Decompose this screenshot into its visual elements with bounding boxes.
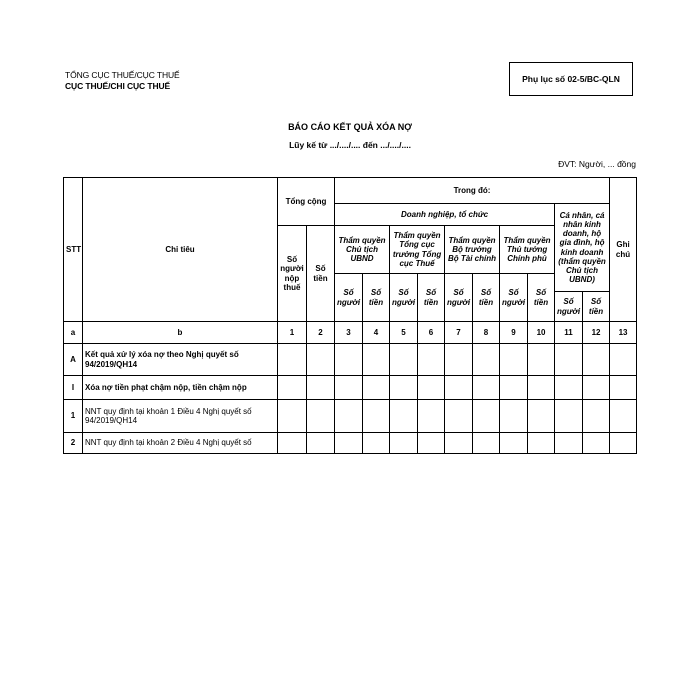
header-so-tien-sub: Số tiền [528, 274, 555, 322]
row-label: Kết quả xử lý xóa nợ theo Nghị quyết số 94/2019/QH14 [83, 344, 278, 376]
table-row [64, 344, 637, 376]
code-cell: 6 [418, 322, 445, 344]
data-cell [473, 433, 500, 454]
appendix-label: Phụ lục số 02-5/BC-QLN [522, 74, 620, 84]
row-label: NNT quy định tại khoản 2 Điều 4 Nghị quyết số [83, 433, 278, 454]
data-cell [307, 433, 335, 454]
data-cell [555, 400, 583, 433]
unit-label: ĐVT: Người, ... đồng [558, 159, 636, 169]
header-row-1 [64, 178, 637, 204]
data-cell [335, 433, 363, 454]
header-so-tien: Số tiền [307, 226, 335, 322]
header-trong-do: Trong đó: [335, 178, 610, 204]
data-cell [555, 344, 583, 376]
header-ca-nhan: Cá nhân, cá nhân kinh doanh, hộ gia đình, hộ kinh doanh (thẩm quyền Chủ tịch UBND) [555, 204, 610, 292]
data-cell [610, 344, 637, 376]
row-label: Xóa nợ tiền phạt chậm nộp, tiền chậm nộp [83, 376, 278, 400]
data-cell [445, 400, 473, 433]
data-cell [528, 344, 555, 376]
data-cell [583, 376, 610, 400]
data-cell [335, 376, 363, 400]
code-cell: b [83, 322, 278, 344]
code-cell: 10 [528, 322, 555, 344]
header-authority-4: Thẩm quyền Thủ tướng Chính phủ [500, 226, 555, 274]
code-cell: 11 [555, 322, 583, 344]
report-period: Lũy kế từ .../..../.... đến .../..../.... [289, 140, 411, 150]
code-cell: 13 [610, 322, 637, 344]
header-so-nguoi: Số người [390, 274, 418, 322]
data-cell [363, 344, 390, 376]
data-cell [278, 376, 307, 400]
data-cell [473, 376, 500, 400]
appendix-box [509, 62, 633, 96]
data-cell [278, 344, 307, 376]
data-cell [418, 376, 445, 400]
report-table [63, 177, 637, 454]
row-stt: A [64, 344, 83, 376]
header-so-nguoi-nop-thue: Số người nộp thuế [278, 226, 307, 322]
data-cell [473, 344, 500, 376]
header-authority-1: Thẩm quyền Chủ tịch UBND [335, 226, 390, 274]
data-cell [307, 400, 335, 433]
data-cell [473, 400, 500, 433]
data-cell [278, 433, 307, 454]
data-cell [610, 376, 637, 400]
data-cell [307, 344, 335, 376]
header-authority-3: Thẩm quyền Bộ trưởng Bộ Tài chính [445, 226, 500, 274]
header-authority-2: Thẩm quyền Tổng cục trưởng Tổng cục Thuế [390, 226, 445, 274]
table-row [64, 433, 637, 454]
data-cell [418, 433, 445, 454]
code-row [64, 322, 637, 344]
data-cell [307, 376, 335, 400]
code-cell: 9 [500, 322, 528, 344]
data-cell [583, 433, 610, 454]
data-cell [445, 433, 473, 454]
table-row [64, 376, 637, 400]
row-stt: I [64, 376, 83, 400]
header-chi-tieu: Chỉ tiêu [83, 178, 278, 322]
code-cell: 3 [335, 322, 363, 344]
data-cell [363, 400, 390, 433]
code-cell: 4 [363, 322, 390, 344]
row-label: NNT quy định tại khoản 1 Điều 4 Nghị quyết số 94/2019/QH14 [83, 400, 278, 433]
data-cell [583, 400, 610, 433]
code-cell: a [64, 322, 83, 344]
data-cell [418, 400, 445, 433]
code-cell: 8 [473, 322, 500, 344]
code-cell: 1 [278, 322, 307, 344]
data-cell [500, 376, 528, 400]
data-cell [500, 344, 528, 376]
data-cell [528, 376, 555, 400]
header-so-nguoi: Số người [445, 274, 473, 322]
header-so-tien-sub: Số tiền [583, 292, 610, 322]
code-cell: 12 [583, 322, 610, 344]
data-cell [390, 400, 418, 433]
data-cell [363, 376, 390, 400]
code-cell: 2 [307, 322, 335, 344]
report-title: BÁO CÁO KẾT QUẢ XÓA NỢ [288, 122, 412, 132]
data-cell [610, 433, 637, 454]
data-cell [390, 344, 418, 376]
data-cell [335, 400, 363, 433]
data-cell [390, 433, 418, 454]
data-cell [278, 400, 307, 433]
header-so-nguoi: Số người [335, 274, 363, 322]
data-cell [555, 433, 583, 454]
data-cell [445, 344, 473, 376]
data-cell [555, 376, 583, 400]
data-cell [363, 433, 390, 454]
data-cell [445, 376, 473, 400]
data-cell [583, 344, 610, 376]
org-line-2: CỤC THUẾ/CHI CỤC THUẾ [65, 81, 171, 91]
data-cell [528, 400, 555, 433]
header-dn-to-chuc: Doanh nghiệp, tổ chức [335, 204, 555, 226]
header-stt: STT [64, 178, 83, 322]
header-so-tien-sub: Số tiền [473, 274, 500, 322]
org-line-1: TỔNG CỤC THUẾ/CỤC THUẾ [65, 70, 180, 80]
header-so-tien-sub: Số tiền [418, 274, 445, 322]
data-cell [500, 400, 528, 433]
data-cell [335, 344, 363, 376]
data-cell [390, 376, 418, 400]
data-cell [528, 433, 555, 454]
code-cell: 7 [445, 322, 473, 344]
data-cell [500, 433, 528, 454]
table-row [64, 400, 637, 433]
header-ghi-chu: Ghi chú [610, 178, 637, 322]
code-cell: 5 [390, 322, 418, 344]
data-cell [418, 344, 445, 376]
row-stt: 2 [64, 433, 83, 454]
data-cell [610, 400, 637, 433]
header-tong-cong: Tổng cộng [278, 178, 335, 226]
header-so-nguoi: Số người [555, 292, 583, 322]
header-so-nguoi: Số người [500, 274, 528, 322]
header-so-tien-sub: Số tiền [363, 274, 390, 322]
row-stt: 1 [64, 400, 83, 433]
